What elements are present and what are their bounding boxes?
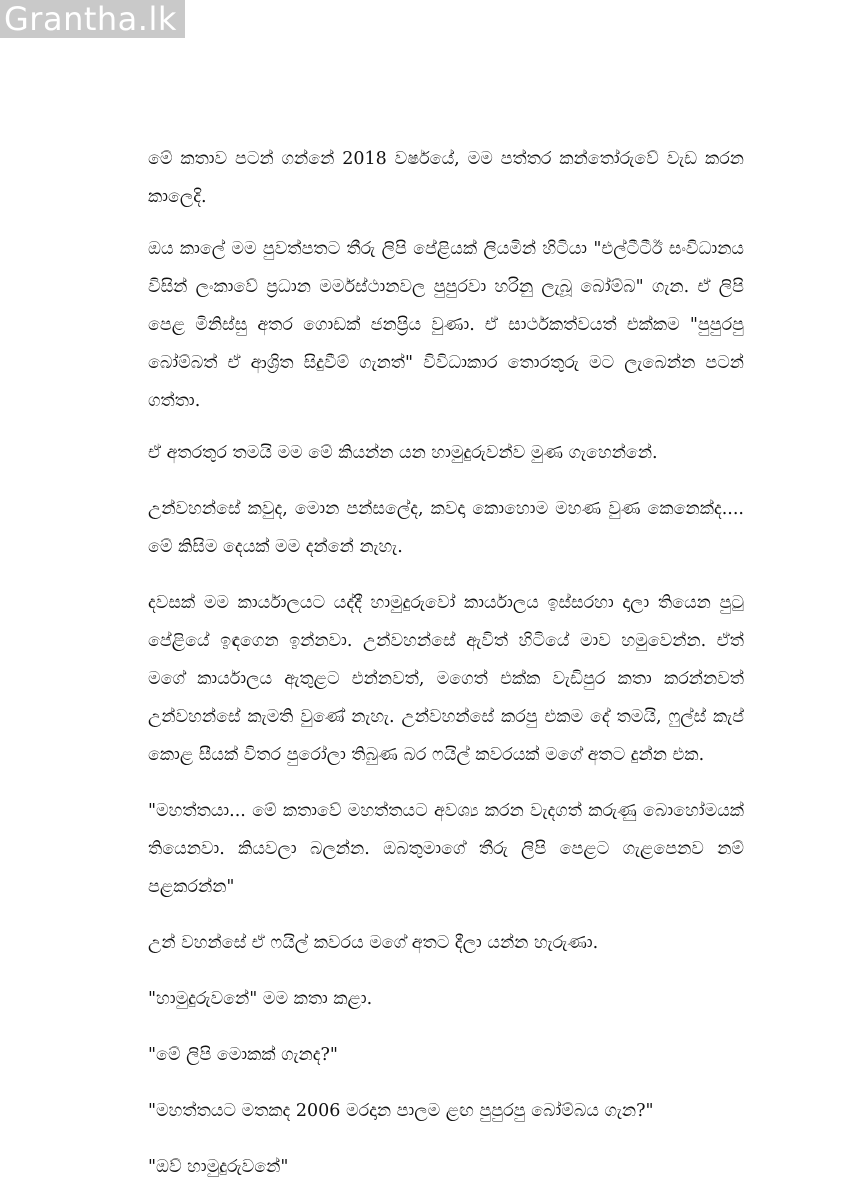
paragraph-10: "මහත්තයට මතකද 2006 මරදාන පාලම ළඟ පුපුරපු බෝම්බය ගැන?" <box>148 1101 654 1121</box>
paragraph-8: "හාමුදුරුවනේ" මම කතා කළා. <box>148 989 373 1009</box>
paragraph-7: උන් වහන්සේ ඒ ෆයිල් කවරය මගේ අතට දීලා යන්න හැරුණා. <box>148 933 599 953</box>
paragraph-5: දවසක් මම කාර්යාලයට යද්දී හාමුදුරුවෝ කාර්යාලය ඉස්සරහා දාලා තියෙන පුටු පේළියේ ඉඳගෙන ඉන්නවා. උන්වහන්සේ ඇවිත් හිටියේ මාව හමුවෙන්න. ඒත් මගේ කාර්යාලය ඇතුළට එන්නවත්, මගෙත් එක්ක වැඩිපුර කතා කරන්නවත් උන්වහන්සේ කැමති වුණේ නැහැ. උන්වහන්සේ කරපු එකම දේ තමයි, ෆුල්ස් කැප් කොළ සීයක් විතර පුරෝලා තිබුණ බර ෆයිල් කවරයක් මගේ අතට දුන්න එක. <box>148 593 744 765</box>
site-watermark: Grantha.lk <box>0 0 185 38</box>
paragraph-9: "මේ ලිපි මොකක් ගැනද?" <box>148 1045 338 1065</box>
paragraph-4: උන්වහන්සේ කවුද, මොන පන්සලේද, කවදා කොහොම මහණ වුණ කෙනෙක්ද.... මේ කිසිම දෙයක් මම දන්නේ නැහැ. <box>148 499 744 557</box>
document-body <box>148 140 744 1204</box>
paragraph-11: "ඔව් හාමුදුරුවනේ" <box>148 1157 289 1177</box>
paragraph-6: "මහත්තයා... මේ කතාවේ මහත්තයට අවශ්‍ය කරන වැදගත් කරුණු බොහෝමයක් තියෙනවා. කියවලා බලන්න. ඔබතුමාගේ තීරු ලිපි පෙළට ගැළපෙනව නම් පළකරන්න" <box>148 801 744 897</box>
paragraph-1: මේ කතාව පටන් ගන්නේ 2018 වර්ෂයේ, මම පත්තර කන්තෝරුවේ වැඩ කරන කාලෙදි. <box>148 149 744 207</box>
paragraph-2: ඔය කාලේ මම පුවත්පතට තීරු ලිපි පේළියක් ලියමින් හිටියා "එල්ටීටීඊ සංවිධානය විසින් ලංකාවේ ප්‍රධාන මර්මස්ථානවල පුපුරවා හරිනු ලැබූ බෝම්බ" ගැන. ඒ ලිපි පෙළ මිනිස්සු අතර ගොඩක් ජනප්‍රිය වුණා. ඒ සාර්ථකත්වයත් එක්කම "පුපුරපු බෝම්බත් ඒ ආශ්‍රිත සිදුවීම් ගැනත්" විවිධාකාර තොරතුරු මට ලැබෙන්න පටන් ගත්තා. <box>148 239 744 411</box>
paragraph-3: ඒ අතරතුර තමයි මම මේ කියන්න යන හාමුදුරුවන්ව මුණ ගැහෙන්නේ. <box>148 443 658 463</box>
